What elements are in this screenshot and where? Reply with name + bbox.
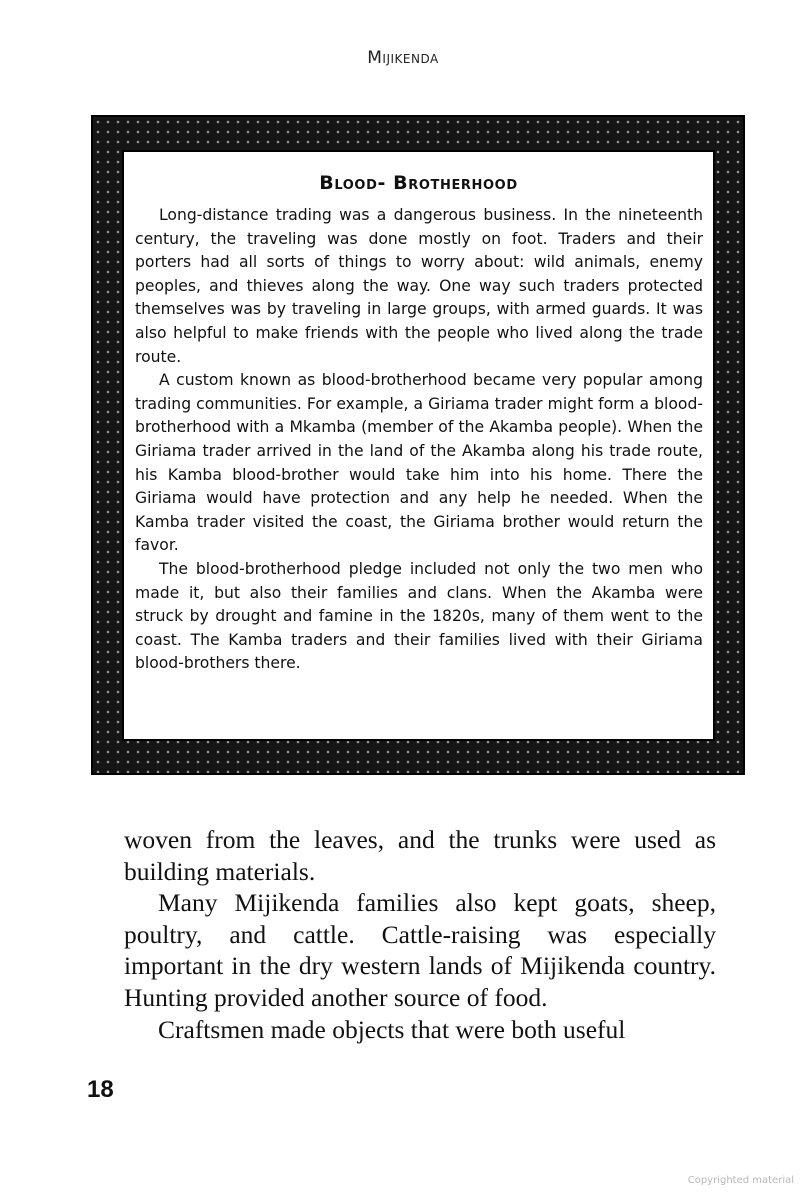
body-paragraph: Many Mijikenda families also kept goats, sheep, poultry, and cattle. Cattle-raising was especially important in the dry western lands of Mijikenda country. Hunting provided another source of food.	[124, 888, 716, 1012]
sidebar-paragraph: Long-distance trading was a dangerous business. In the nineteenth century, the traveling was done mostly on foot. Traders and their porters had all sorts of things to worry about: wild animals, enemy peoples, and thieves along the way. One way such traders protected themselves was by traveling in large groups, with armed guards. It was also helpful to make friends with the people who lived along the trade route.	[135, 206, 703, 366]
running-head: Mijikenda	[367, 48, 439, 68]
sidebar-paragraph: A custom known as blood-brotherhood became very popular among trading communities. For example, a Giriama trader might form a blood-brotherhood with a Mkamba (member of the Akamba people). When the Giriama trader arrived in the land of the Akamba along his trade route, his Kamba blood-brother would take him into his home. There the Giriama would have protection and any help he needed. When the Kamba trader visited the coast, the Giriama brother would return the favor.	[135, 371, 703, 555]
sidebar-title: Blood- Brotherhood	[319, 172, 518, 194]
sidebar-paragraph: The blood-brotherhood pledge included not only the two men who made it, but also their families and clans. When the Akamba were struck by drought and famine in the 1820s, many of them went to the coast. The Kamba traders and their families lived with their Giriama blood-brothers there.	[135, 559, 703, 673]
body-paragraph: woven from the leaves, and the trunks were used as building materials.	[124, 825, 716, 886]
copyright-notice: Copyrighted material	[687, 1175, 794, 1186]
main-body-text	[124, 824, 716, 1045]
page-number: 18	[87, 1076, 114, 1103]
sidebar-body	[135, 204, 703, 676]
body-paragraph: Craftsmen made objects that were both useful	[158, 1014, 626, 1044]
sidebar-content-panel	[122, 150, 715, 741]
sidebar-box	[91, 115, 745, 775]
